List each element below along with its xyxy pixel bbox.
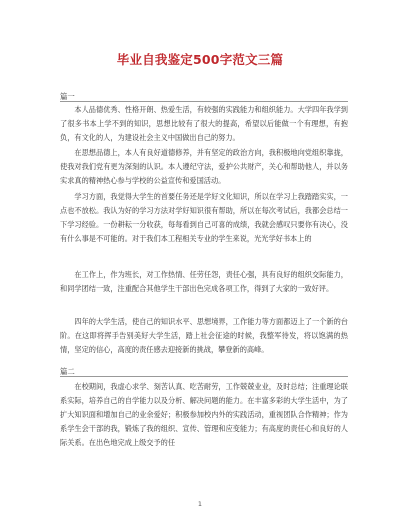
paragraph: 学习方面，我觉得大学生的首要任务还是学好文化知识，所以在学习上我踏踏实实，一点也不放松。我认为好的学习方法对学好知识很有帮助，所以在每次考试后，我都会总结一下学习经验。一份耕耘一分收获，每每看到自己可喜的成绩，我就会感叹只要你有决心，没有什么事是不可能的。对于我们本工程相关专业的学生来说，光光学好书本上的: [60, 192, 348, 243]
section-divider: [60, 101, 348, 102]
page-number: 1: [197, 500, 203, 508]
paragraph: 四年的大学生活，使自己的知识水平、思想境界，工作能力等方面都迈上了一个新的台阶。在这即将挥手告别美好大学生活，踏上社会征途的时候，我整军待发，将以饱满的热情，坚定的信心，高度的责任感去迎接新的挑战，攀登新的高峰。: [60, 317, 348, 354]
paragraph: 在校期间，我虚心求学、刻苦认真、吃苦耐劳，工作兢兢业业，及时总结；注重理论联系实际，培养自己的自学能力以及分析、解决问题的能力。在丰富多彩的大学生活中，为了扩大知识面和增加自己的业余爱好；积极参加校内外的实践活动，重视团队合作精神；作为系学生会干部的我，锻炼了我的组织、宣传、管理和应变能力；有高度的责任心和良好的人际关系。在出色地完成上级交予的任: [60, 382, 348, 447]
paragraph: 在思想品德上，本人有良好道德修养，并有坚定的政治方向，我积极地向党组织靠拢，使我对我们党有更为深刻的认识。本人遵纪守法，爱护公共财产，关心和帮助他人，并以务实求真的精神热心参与学校的公益宣传和爱国活动。: [60, 148, 348, 185]
document-title: 毕业自我鉴定500字范文三篇: [116, 52, 284, 67]
paragraph: 本人品德优秀、性格开朗、热爱生活，有较强的实践能力和组织能力。大学四年我学到了很多书本上学不到的知识，思想比较有了很大的提高，希望以后能做一个有理想，有抱负，有文化的人，为建设社会主义中国做出自己的努力。: [60, 105, 348, 142]
paragraph: 在工作上，作为班长，对工作热情、任劳任怨，责任心强，具有良好的组织交际能力，和同学团结一致，注重配合其他学生干部出色完成各项工作，得到了大家的一致好评。: [60, 270, 348, 293]
section-heading: 篇一: [60, 92, 75, 101]
section-heading: 篇二: [60, 367, 75, 376]
section-divider: [60, 376, 348, 377]
